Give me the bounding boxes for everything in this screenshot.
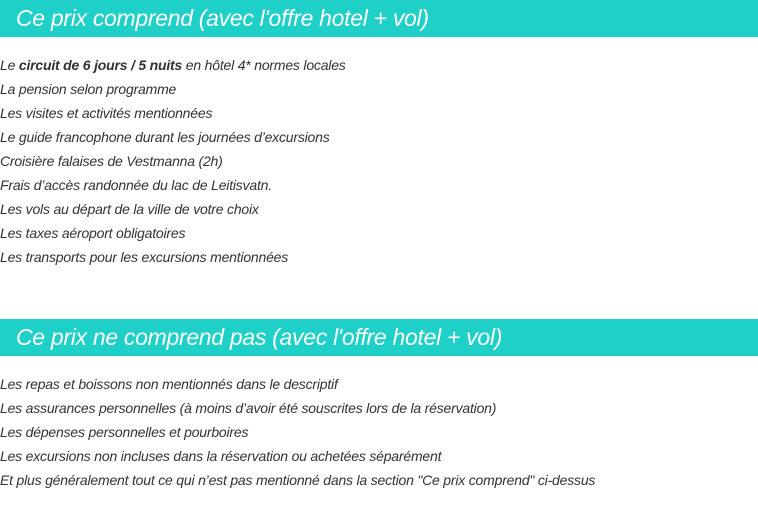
included-item-prefix: Le [0,57,19,73]
included-item-suffix: en hôtel 4* normes locales [182,57,346,73]
included-item: La pension selon programme [0,81,177,97]
excluded-banner [0,319,758,356]
excluded-item: Les repas et boissons non mentionnés dans le descriptif [0,376,338,392]
excluded-list [0,372,758,492]
included-item: Frais d’accès randonnée du lac de Leitisvatn. [0,177,272,193]
included-item: Les transports pour les excursions mentionnées [0,249,289,265]
included-item: Les visites et activités mentionnées [0,105,213,121]
excluded-item: Et plus généralement tout ce qui n’est pas mentionné dans la section "Ce prix comprend" ci-dessus [0,472,596,488]
included-item-circuit [0,53,758,77]
excluded-section [0,319,758,492]
included-banner [0,0,758,37]
excluded-item: Les excursions non incluses dans la réservation ou achetées séparément [0,448,442,464]
excluded-item: Les dépenses personnelles et pourboires [0,424,249,440]
included-title: Ce prix comprend (avec l'offre hotel + vol) [16,5,429,31]
included-item-bold: circuit de 6 jours / 5 nuits [18,57,183,73]
included-item: Le guide francophone durant les journées d’excursions [0,129,330,145]
excluded-item: Les assurances personnelles (à moins d’avoir été souscrites lors de la réservation) [0,400,497,416]
included-item: Les taxes aéroport obligatoires [0,225,186,241]
included-list [0,53,758,269]
excluded-title: Ce prix ne comprend pas (avec l'offre hotel + vol) [16,324,503,350]
included-item: Les vols au départ de la ville de votre choix [0,201,259,217]
included-item: Croisière falaises de Vestmanna (2h) [0,153,223,169]
